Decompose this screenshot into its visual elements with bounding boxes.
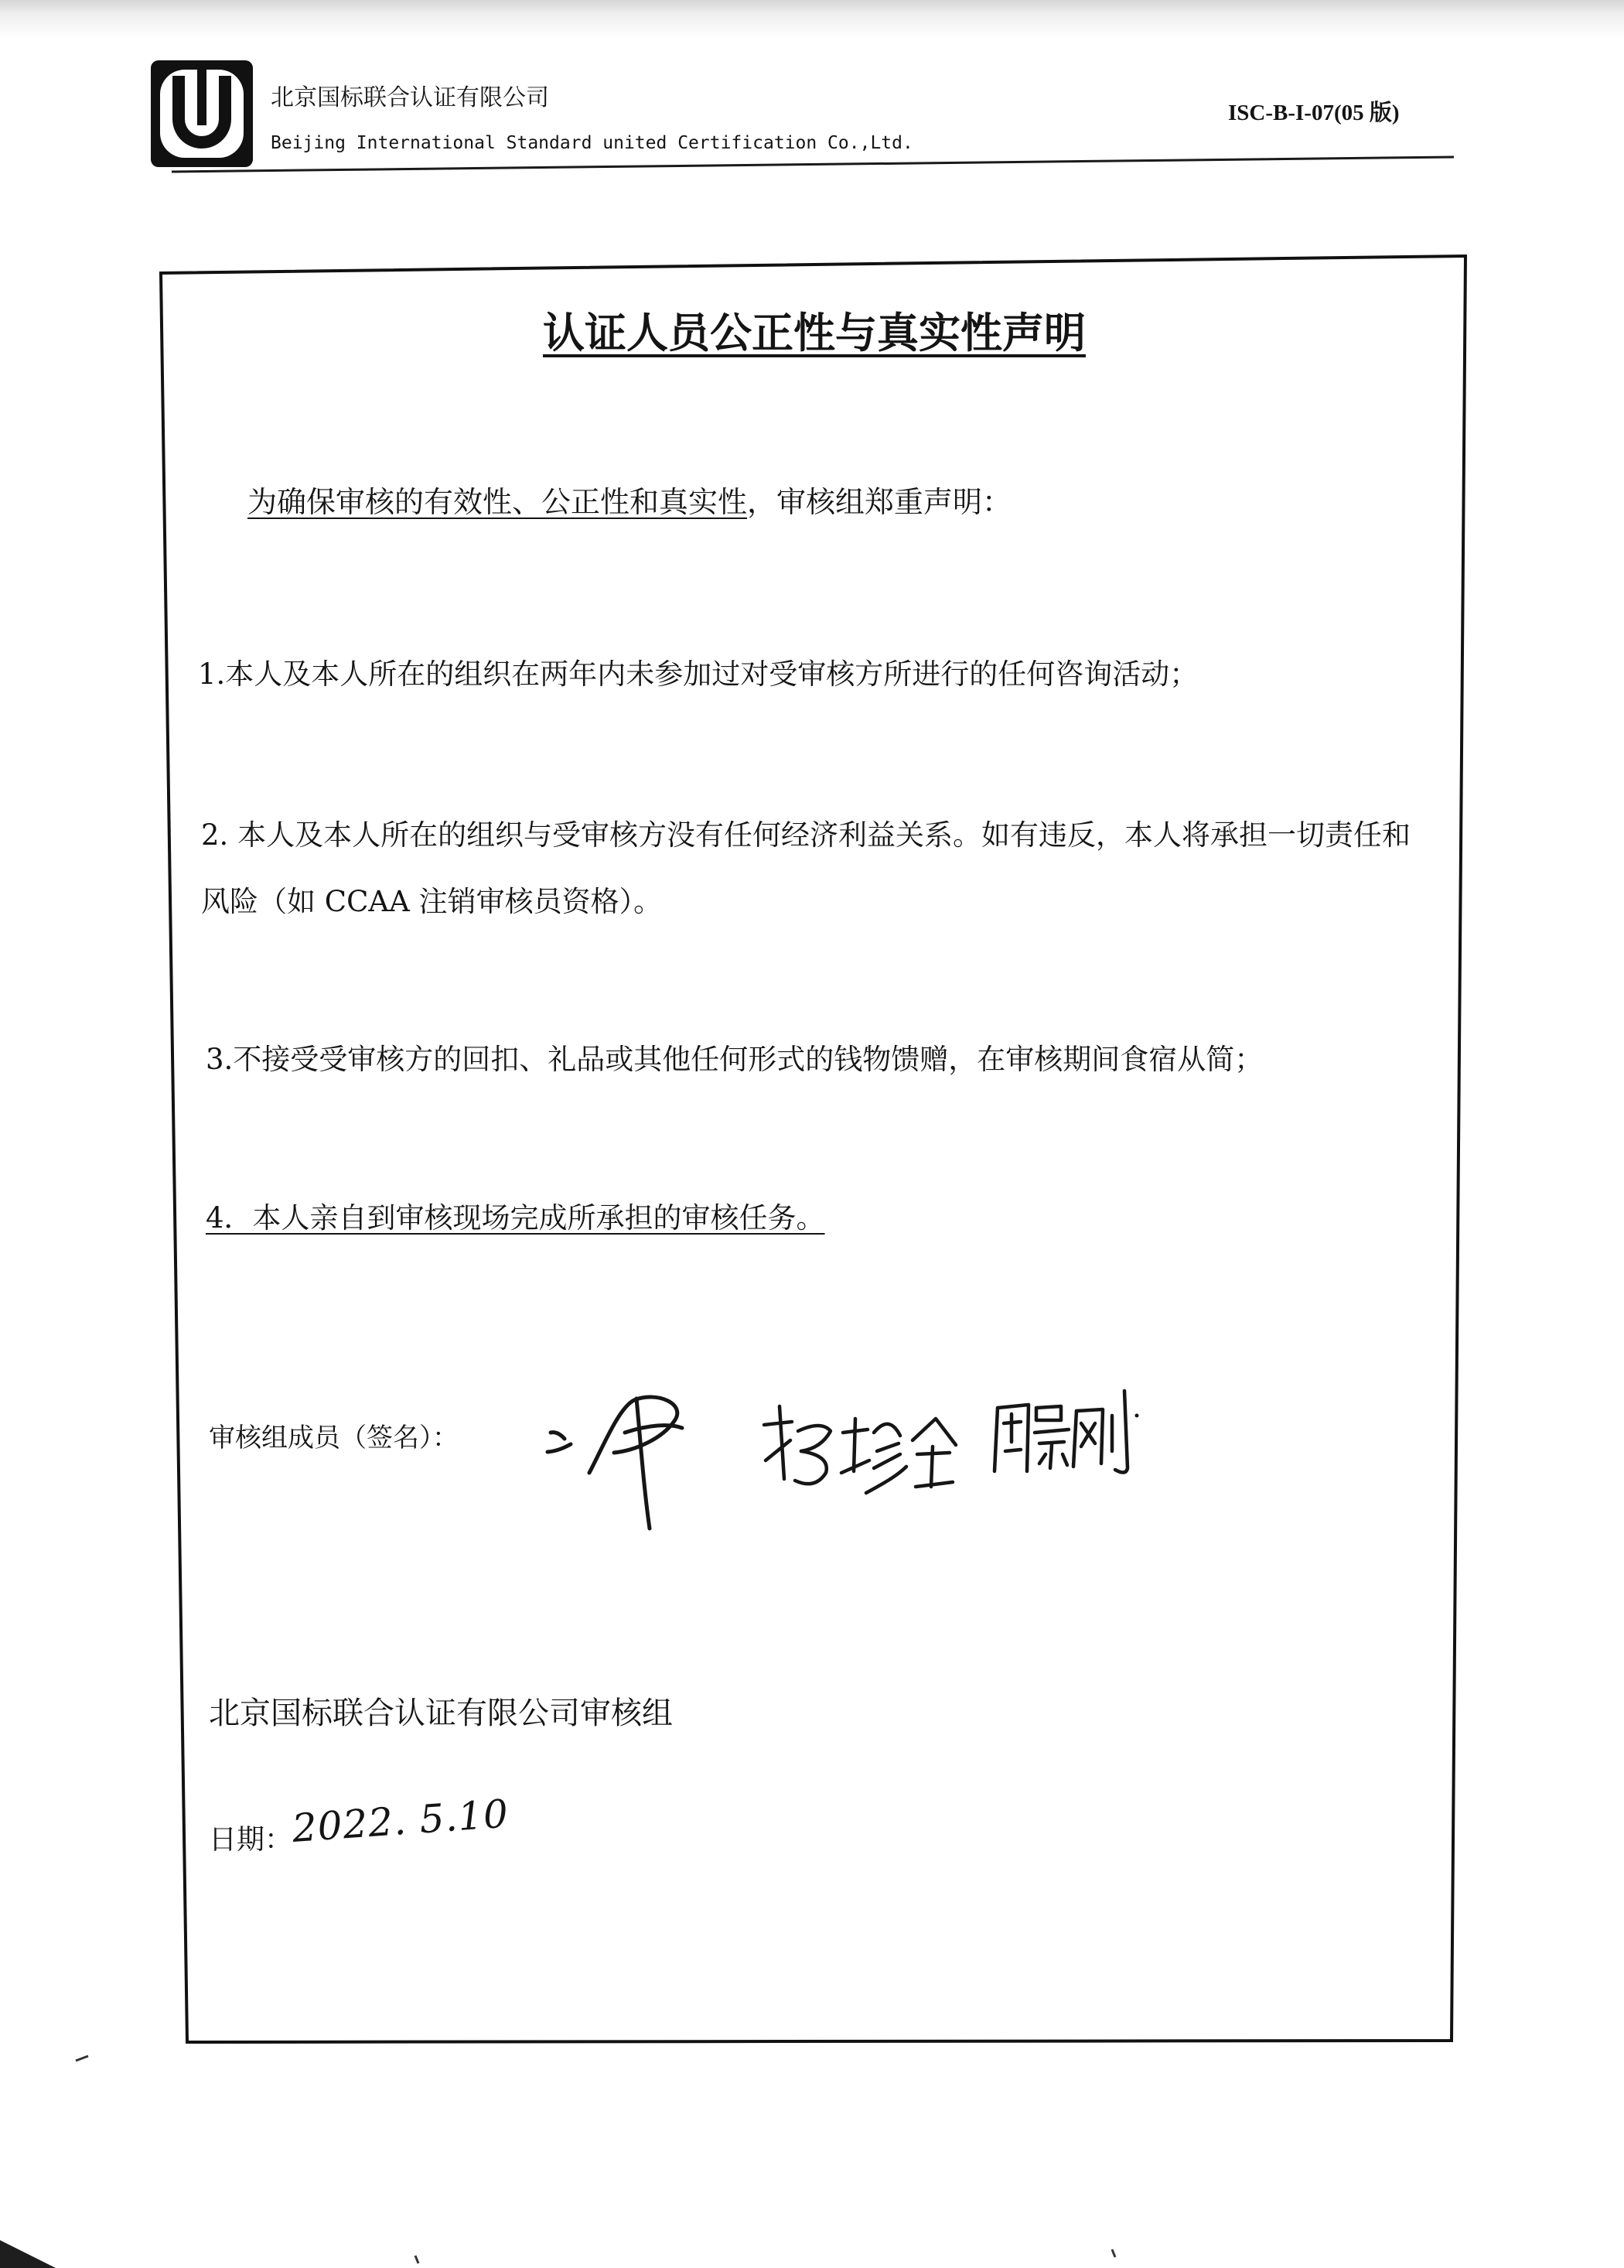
form-code: ISC-B-I-07(05 版) (1228, 101, 1400, 125)
intro-statement (247, 486, 1012, 520)
scan-corner-shadow (0, 2240, 56, 2268)
declaration-frame (161, 256, 1465, 2042)
scan-mark (415, 2256, 418, 2263)
declaration-item-1: 1.本人及本人所在的组织在两年内未参加过对受审核方所进行的任何咨询活动； (198, 658, 1199, 691)
handwritten-date: 2022. 5.10 (290, 1791, 510, 1851)
declaration-item-4: 4．本人亲自到审核现场完成所承担的审核任务。 (206, 1201, 825, 1235)
declaration-item-3: 3.不接受受审核方的回扣、礼品或其他任何形式的钱物馈赠，在审核期间食宿从简； (206, 1043, 1264, 1076)
company-name-en: Beijing International Standard united Certification Co.,Ltd. (271, 133, 913, 153)
declaration-item-2-line-1: 2. 本人及本人所在的组织与受审核方没有任何经济利益关系。如有违反，本人将承担一切责任和 (201, 818, 1411, 852)
signature-3 (995, 1391, 1139, 1473)
signature-2 (764, 1406, 956, 1493)
member-signatures (548, 1391, 1139, 1529)
date-label: 日期： (209, 1824, 293, 1856)
signature-1 (548, 1397, 682, 1529)
scan-mark (1112, 2249, 1115, 2257)
company-name-cn: 北京国标联合认证有限公司 (271, 84, 549, 111)
scan-mark (76, 2056, 88, 2061)
declaration-title: 认证人员公正性与真实性声明 (543, 309, 1086, 357)
company-logo (151, 60, 253, 167)
intro-rest-text: ，审核组郑重声明： (747, 485, 1012, 519)
declaration-item-2-line-2: 风险（如 CCAA 注销审核员资格）。 (201, 885, 663, 918)
header-rule (172, 157, 1454, 172)
signature-label: 审核组成员（签名）： (209, 1423, 459, 1453)
audit-group-name: 北京国标联合认证有限公司审核组 (209, 1696, 673, 1731)
intro-underlined-text: 为确保审核的有效性、公正性和真实性 (247, 485, 748, 519)
